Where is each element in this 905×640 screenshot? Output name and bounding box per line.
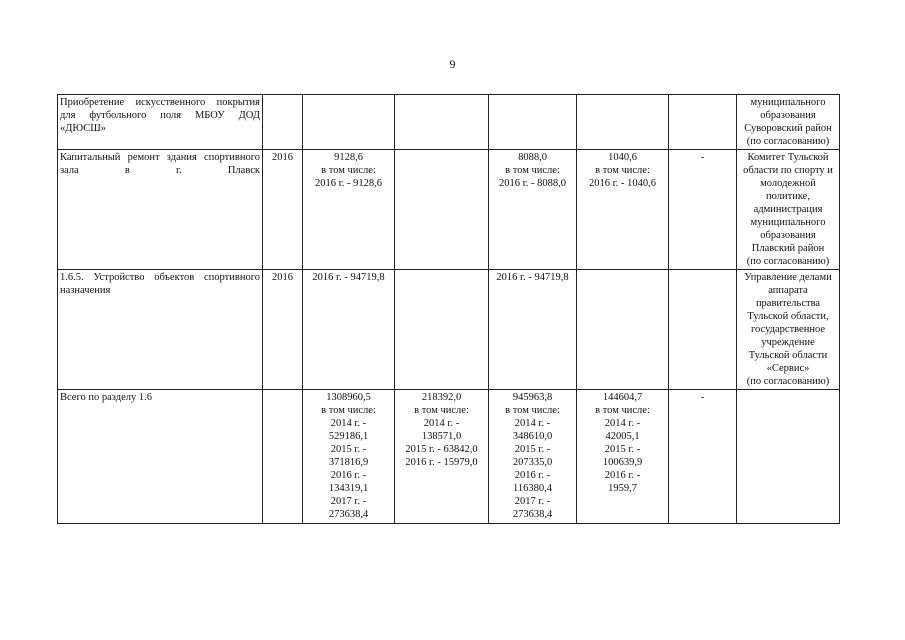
- other-cell: [669, 270, 737, 390]
- executor-cell: [737, 390, 840, 524]
- federal-cell: [395, 150, 489, 270]
- total-cell: [303, 95, 395, 150]
- row-name-cell: Капитальный ремонт здания спортивного зала в г. Плавск: [58, 150, 263, 270]
- federal-cell: 218392,0 в том числе: 2014 г. - 138571,0 2015 г. - 63842,0 2016 г. - 15979,0: [395, 390, 489, 524]
- local-cell: [577, 95, 669, 150]
- local-cell: 144604,7 в том числе: 2014 г. - 42005,1 2015 г. - 100639,9 2016 г. - 1959,7: [577, 390, 669, 524]
- total-cell: 9128,6 в том числе: 2016 г. - 9128,6: [303, 150, 395, 270]
- federal-cell: [395, 270, 489, 390]
- table-row: [58, 150, 840, 270]
- executor-cell: Комитет Тульской области по спорту и молодежной политике, администрация муниципального образования Плавский район (по согласованию): [737, 150, 840, 270]
- section-total-label: Всего по разделу 1.6: [58, 390, 263, 524]
- local-cell: [577, 270, 669, 390]
- total-cell: 1308960,5 в том числе: 2014 г. - 529186,1 2015 г. - 371816,9 2016 г. - 134319,1 2017 г. - 273638,4: [303, 390, 395, 524]
- table-row: [58, 95, 840, 150]
- regional-cell: 8088,0 в том числе: 2016 г. - 8088,0: [489, 150, 577, 270]
- other-cell: [669, 95, 737, 150]
- local-cell: 1040,6 в том числе: 2016 г. - 1040,6: [577, 150, 669, 270]
- budget-table: [57, 94, 840, 524]
- total-cell: 2016 г. - 94719,8: [303, 270, 395, 390]
- other-cell: -: [669, 390, 737, 524]
- year-cell: [263, 95, 303, 150]
- regional-cell: [489, 95, 577, 150]
- row-name-cell: 1.6.5. Устройство объектов спортивного назначения: [58, 270, 263, 390]
- year-cell: 2016: [263, 270, 303, 390]
- row-name-cell: Приобретение искусственного покрытия для футбольного поля МБОУ ДОД «ДЮСШ»: [58, 95, 263, 150]
- table-row: [58, 390, 840, 524]
- other-cell: -: [669, 150, 737, 270]
- year-cell: 2016: [263, 150, 303, 270]
- year-cell: [263, 390, 303, 524]
- executor-cell: муниципального образования Суворовский район (по согласованию): [737, 95, 840, 150]
- table-row: [58, 270, 840, 390]
- federal-cell: [395, 95, 489, 150]
- executor-cell: Управление делами аппарата правительства Тульской области, государственное учреждение Тульской области «Сервис» (по согласованию): [737, 270, 840, 390]
- regional-cell: 2016 г. - 94719,8: [489, 270, 577, 390]
- page-number: 9: [449, 57, 456, 71]
- regional-cell: 945963,8 в том числе: 2014 г. - 348610,0 2015 г. - 207335,0 2016 г. - 116380,4 2017 г. - 273638,4: [489, 390, 577, 524]
